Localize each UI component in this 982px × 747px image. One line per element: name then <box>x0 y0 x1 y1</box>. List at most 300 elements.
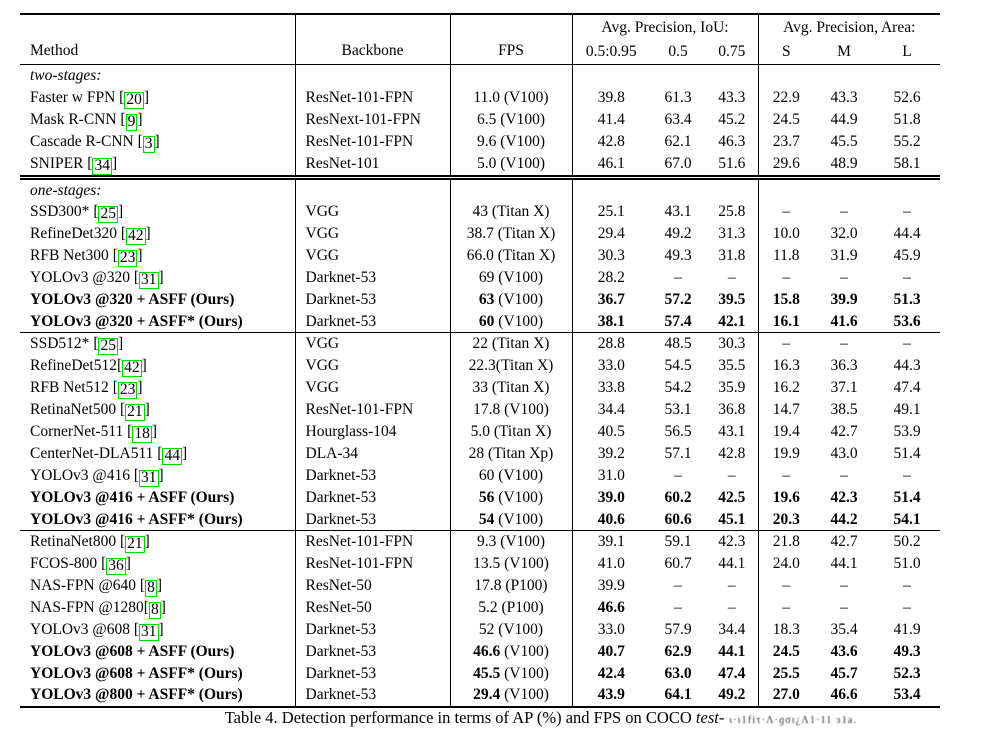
method-cell <box>20 65 295 87</box>
citation-link: 21 <box>127 403 143 420</box>
table-row <box>20 109 940 131</box>
ap-value-cell: 41.6 <box>830 312 858 330</box>
backbone-cell: VGG <box>295 201 450 223</box>
backbone-cell: Darknet-53 <box>295 487 450 509</box>
ap-value-cell: 62.9 <box>664 643 692 660</box>
ap-value-cell: 59.1 <box>650 531 706 554</box>
ap-value-cell <box>814 177 874 201</box>
ap-value-cell: 20.3 <box>772 510 800 528</box>
ap-value-cell: 40.7 <box>597 643 625 660</box>
fps-cell: 60 (V100) <box>450 311 572 333</box>
fps-cell: 17.8 (V100) <box>450 399 572 421</box>
ap-value-cell: 41.0 <box>597 555 625 573</box>
table-row <box>20 267 940 289</box>
ap-value-cell: – <box>903 467 911 485</box>
ap-value-cell: – <box>840 269 848 287</box>
ap-value-cell: 43.3 <box>830 88 858 106</box>
table-body <box>20 65 940 707</box>
fps-cell <box>450 177 572 201</box>
ap-value-cell: 46.1 <box>597 154 625 172</box>
ap-value-cell: 64.1 <box>650 684 706 707</box>
citation-link: 20 <box>126 90 142 108</box>
backbone-cell: ResNet-101-FPN <box>295 131 450 153</box>
method-cell: RetinaNet500 [ 21 ] <box>20 399 295 421</box>
ap-value-cell: – <box>903 599 911 617</box>
section-label: two-stages: <box>30 67 102 84</box>
fps-cell: 43 (Titan X) <box>450 201 572 223</box>
col-header-area-m: M <box>837 43 851 60</box>
ap-value-cell: – <box>782 577 791 595</box>
ap-value-cell: 34.4 <box>706 619 758 641</box>
ap-value-cell: 45.9 <box>893 247 921 265</box>
ap-value-cell: 29.4 <box>597 225 625 243</box>
ap-value-cell: 35.5 <box>706 355 758 377</box>
ap-value-cell: – <box>674 599 682 617</box>
ap-value-cell: 45.2 <box>706 109 758 131</box>
ap-value-cell: – <box>674 269 682 287</box>
table-row <box>20 421 940 443</box>
ap-value-cell: – <box>874 333 940 356</box>
ap-value-cell: 28.2 <box>597 269 625 287</box>
ap-value-cell: 49.2 <box>706 684 758 707</box>
ap-value-cell: 44.1 <box>830 555 858 573</box>
ap-value-cell: 36.3 <box>830 357 858 375</box>
ap-value-cell: – <box>758 333 814 356</box>
table-row <box>20 487 940 509</box>
backbone-cell: VGG <box>295 355 450 377</box>
ap-value-cell: – <box>706 575 758 597</box>
ap-value-cell: 43.9 <box>572 684 650 707</box>
ap-value-cell: 19.4 <box>772 423 800 441</box>
ap-value-cell <box>572 177 650 201</box>
fps-cell: 60 (V100) <box>450 465 572 487</box>
ap-value-cell <box>650 65 706 87</box>
table-row <box>20 333 940 356</box>
col-group-avg-precision-iou: Avg. Precision, IoU: <box>572 14 758 41</box>
ap-value-cell <box>758 65 814 87</box>
section-label: one-stages: <box>30 181 102 199</box>
col-header-method: Method <box>20 14 295 65</box>
ap-value-cell: 25.5 <box>772 664 800 682</box>
ap-value-cell: 57.1 <box>664 445 692 463</box>
backbone-cell: Darknet-53 <box>295 619 450 641</box>
backbone-cell: ResNext-101-FPN <box>295 109 450 131</box>
ap-value-cell: 44.2 <box>830 510 858 528</box>
ap-value-cell: 51.4 <box>893 489 921 506</box>
col-header-area-l: L <box>902 43 912 60</box>
fps-cell: 45.5 (V100) <box>450 663 572 685</box>
ap-value-cell: 15.8 <box>772 291 800 308</box>
ap-value-cell: 19.6 <box>772 489 800 506</box>
table-row <box>20 663 940 685</box>
ap-value-cell: – <box>706 267 758 289</box>
ap-value-cell: 47.4 <box>893 379 921 397</box>
table-row <box>20 553 940 575</box>
ap-value-cell: 42.7 <box>830 423 858 441</box>
ap-value-cell: 53.6 <box>893 312 921 330</box>
method-cell: Mask R-CNN [ 9 ] <box>20 109 295 131</box>
method-cell: RetinaNet800 [ 21 ] <box>20 531 295 554</box>
backbone-cell: Darknet-53 <box>295 289 450 311</box>
method-cell: YOLOv3 @416 + ASFF (Ours) <box>20 487 295 509</box>
ap-value-cell <box>758 177 814 201</box>
ap-value-cell: 52.3 <box>893 664 921 682</box>
ap-value-cell: 42.3 <box>830 489 858 506</box>
method-cell: FCOS-800 [ 36 ] <box>20 553 295 575</box>
fps-cell: 52 (V100) <box>450 619 572 641</box>
section-label-row <box>20 177 940 201</box>
ap-value-cell: 46.6 <box>814 684 874 707</box>
ap-value-cell: 49.1 <box>893 401 921 419</box>
ap-value-cell: 53.1 <box>664 401 692 419</box>
citation-link: 23 <box>119 249 136 266</box>
table-row <box>20 245 940 267</box>
ap-value-cell: 48.9 <box>830 154 858 172</box>
citation-link: 25 <box>100 205 116 222</box>
citation-link: 42 <box>124 359 140 376</box>
ap-value-cell: 25.1 <box>597 203 625 221</box>
ap-value-cell: 27.0 <box>758 684 814 707</box>
ap-value-cell: 57.2 <box>664 291 692 308</box>
ap-value-cell: 60.6 <box>664 510 692 528</box>
ap-value-cell: 39.9 <box>597 577 625 595</box>
ap-value-cell: 11.8 <box>772 247 800 265</box>
ap-value-cell: 24.0 <box>772 555 800 573</box>
ap-value-cell: 53.4 <box>874 684 940 707</box>
fps-cell: 17.8 (P100) <box>450 575 572 597</box>
ap-value-cell: 32.0 <box>830 225 858 243</box>
col-header-fps: FPS <box>450 14 572 65</box>
table-row <box>20 641 940 663</box>
ap-value-cell: 25.8 <box>706 201 758 223</box>
ap-value-cell: 54.1 <box>893 510 921 528</box>
method-cell: RFB Net300 [ 23 ] <box>20 245 295 267</box>
ap-value-cell: 39.9 <box>830 291 858 308</box>
ap-value-cell: 46.6 <box>597 599 625 617</box>
backbone-cell: Darknet-53 <box>295 311 450 333</box>
ap-value-cell: 55.2 <box>893 132 921 150</box>
backbone-cell: ResNet-101-FPN <box>295 399 450 421</box>
ap-value-cell: 22.9 <box>772 88 800 106</box>
method-cell: SNIPER [ 34 ] <box>20 153 295 178</box>
citation-link: 3 <box>144 134 153 152</box>
col-header-area-s: S <box>781 43 791 60</box>
ap-value-cell: 38.1 <box>597 312 625 330</box>
ap-value-cell: 38.5 <box>830 401 858 419</box>
fps-cell: 54 (V100) <box>450 509 572 531</box>
ap-value-cell: 30.3 <box>706 333 758 356</box>
ap-value-cell: – <box>782 467 791 485</box>
ap-value-cell: 45.7 <box>830 664 858 682</box>
citation-link: 8 <box>150 601 159 618</box>
backbone-cell: VGG <box>295 333 450 356</box>
ap-value-cell: 16.1 <box>772 312 800 330</box>
ap-value-cell: 41.9 <box>893 621 921 639</box>
ap-value-cell: 42.7 <box>814 531 874 554</box>
fps-cell: 6.5 (V100) <box>450 109 572 131</box>
ap-value-cell: 41.4 <box>597 110 625 128</box>
ap-value-cell: 45.5 <box>830 132 858 150</box>
ap-value-cell <box>874 177 940 201</box>
method-cell: NAS-FPN @640 [ 8 ] <box>20 575 295 597</box>
fps-cell: 38.7 (Titan X) <box>450 223 572 245</box>
col-header-iou-0595: 0.5:0.95 <box>585 43 637 60</box>
ap-value-cell: – <box>903 203 911 221</box>
ap-value-cell: – <box>840 599 848 617</box>
fps-cell: 9.3 (V100) <box>450 531 572 554</box>
fps-cell: 11.0 (V100) <box>450 87 572 109</box>
fps-cell: 22 (Titan X) <box>450 333 572 356</box>
fps-cell: 22.3(Titan X) <box>450 355 572 377</box>
citation-link: 9 <box>127 112 136 130</box>
backbone-cell: ResNet-50 <box>295 575 450 597</box>
table-row <box>20 684 940 707</box>
ap-value-cell: 48.5 <box>650 333 706 356</box>
ap-value-cell: 31.3 <box>706 223 758 245</box>
ap-value-cell: – <box>903 269 911 287</box>
ap-value-cell: 51.3 <box>893 291 921 308</box>
method-cell: Faster w FPN [ 20 ] <box>20 87 295 109</box>
table-row <box>20 377 940 399</box>
backbone-cell: VGG <box>295 377 450 399</box>
ap-value-cell <box>874 65 940 87</box>
citation-link: 31 <box>141 623 157 640</box>
ap-value-cell: 36.7 <box>597 291 625 308</box>
ap-value-cell: 63.4 <box>664 110 692 128</box>
ap-value-cell: 16.2 <box>772 379 800 397</box>
caption-garbled-text: ι·ι1fiτ·Λ·ɡσι¿Λ1·11 ɜ1a. <box>729 715 858 726</box>
ap-value-cell: 39.5 <box>706 289 758 311</box>
method-cell: YOLOv3 @320 [ 31 ] <box>20 267 295 289</box>
method-cell: CornerNet-511 [ 18 ] <box>20 421 295 443</box>
backbone-cell: DLA-34 <box>295 443 450 465</box>
col-header-iou-05: 0.5 <box>668 43 688 60</box>
table-row <box>20 509 940 531</box>
ap-value-cell: 43.1 <box>706 421 758 443</box>
ap-value-cell <box>814 65 874 87</box>
ap-value-cell: 42.1 <box>706 311 758 333</box>
table-row <box>20 153 940 178</box>
ap-value-cell: – <box>782 203 791 221</box>
ap-value-cell: 34.4 <box>597 401 625 419</box>
ap-value-cell: 49.3 <box>664 247 692 265</box>
fps-cell: 13.5 (V100) <box>450 553 572 575</box>
ap-value-cell: 44.3 <box>893 357 921 375</box>
ap-value-cell: 52.6 <box>893 88 921 106</box>
citation-link: 34 <box>94 156 110 174</box>
ap-value-cell: 40.5 <box>597 423 625 441</box>
citation-link: 25 <box>100 337 116 354</box>
method-cell: YOLOv3 @416 + ASFF* (Ours) <box>20 509 295 531</box>
backbone-cell: Hourglass-104 <box>295 421 450 443</box>
backbone-cell: VGG <box>295 245 450 267</box>
method-cell <box>20 177 295 201</box>
ap-value-cell: 43.3 <box>706 87 758 109</box>
method-cell: SSD300* [ 25 ] <box>20 201 295 223</box>
ap-value-cell: – <box>706 465 758 487</box>
method-cell: YOLOv3 @800 + ASFF* (Ours) <box>20 684 295 707</box>
backbone-cell <box>295 177 450 201</box>
ap-value-cell: 51.8 <box>893 110 921 128</box>
citation-link: 42 <box>128 227 144 244</box>
ap-value-cell <box>706 177 758 201</box>
method-cell: YOLOv3 @608 + ASFF* (Ours) <box>20 663 295 685</box>
ap-value-cell: 21.8 <box>758 531 814 554</box>
fps-cell: 63 (V100) <box>450 289 572 311</box>
backbone-cell: Darknet-53 <box>295 663 450 685</box>
ap-value-cell: 44.4 <box>893 225 921 243</box>
ap-value-cell: 23.7 <box>772 132 800 150</box>
ap-value-cell: 18.3 <box>772 621 800 639</box>
ap-value-cell: 54.2 <box>664 379 692 397</box>
ap-value-cell: 37.1 <box>830 379 858 397</box>
ap-value-cell: 44.1 <box>706 641 758 663</box>
ap-value-cell: 51.0 <box>893 555 921 573</box>
ap-value-cell: 60.7 <box>664 555 692 573</box>
fps-cell: 69 (V100) <box>450 267 572 289</box>
table-row <box>20 619 940 641</box>
ap-value-cell: – <box>840 577 848 595</box>
fps-cell: 9.6 (V100) <box>450 131 572 153</box>
ap-value-cell: 61.3 <box>664 88 692 106</box>
backbone-cell: ResNet-101-FPN <box>295 553 450 575</box>
table-row <box>20 575 940 597</box>
table-row <box>20 399 940 421</box>
ap-value-cell: 43.1 <box>664 203 692 221</box>
ap-value-cell: – <box>674 467 682 485</box>
ap-value-cell: 33.0 <box>597 357 625 375</box>
ap-value-cell: 35.9 <box>706 377 758 399</box>
method-cell: Cascade R-CNN [ 3 ] <box>20 131 295 153</box>
ap-value-cell: 19.9 <box>772 445 800 463</box>
fps-cell: 5.2 (P100) <box>450 597 572 619</box>
ap-value-cell: 33.8 <box>597 379 625 397</box>
ap-value-cell: – <box>674 577 682 595</box>
ap-value-cell: 54.5 <box>664 357 692 375</box>
backbone-cell: Darknet-53 <box>295 641 450 663</box>
ap-value-cell: 14.7 <box>772 401 800 419</box>
backbone-cell: ResNet-101-FPN <box>295 531 450 554</box>
caption-italic-testdev: test- <box>695 708 725 727</box>
ap-value-cell: 42.8 <box>706 443 758 465</box>
table-row <box>20 131 940 153</box>
method-cell: YOLOv3 @320 + ASFF (Ours) <box>20 289 295 311</box>
table-row <box>20 289 940 311</box>
citation-link: 18 <box>134 425 150 442</box>
table-row <box>20 465 940 487</box>
ap-value-cell: 39.8 <box>597 88 625 106</box>
ap-value-cell: 35.4 <box>830 621 858 639</box>
fps-cell: 5.0 (Titan X) <box>450 421 572 443</box>
ap-value-cell: 31.0 <box>597 467 625 485</box>
ap-value-cell: 42.4 <box>597 664 625 682</box>
citation-link: 8 <box>147 579 155 596</box>
ap-value-cell: – <box>782 269 791 287</box>
backbone-cell: Darknet-53 <box>295 684 450 707</box>
header-row-groups <box>20 14 940 41</box>
ap-value-cell: 43.6 <box>830 643 858 660</box>
citation-link: 23 <box>119 381 136 398</box>
ap-value-cell: 51.4 <box>893 445 921 463</box>
method-cell: SSD512* [ 25 ] <box>20 333 295 356</box>
ap-value-cell: 62.1 <box>664 132 692 150</box>
ap-value-cell: 44.1 <box>706 553 758 575</box>
citation-link: 31 <box>141 469 157 486</box>
ap-value-cell <box>706 65 758 87</box>
ap-value-cell: 57.4 <box>664 312 692 330</box>
fps-cell: 33 (Titan X) <box>450 377 572 399</box>
ap-value-cell: 44.9 <box>830 110 858 128</box>
ap-value-cell: – <box>840 467 848 485</box>
ap-value-cell: 56.5 <box>664 423 692 441</box>
section-label-row <box>20 65 940 87</box>
citation-link: 21 <box>127 535 143 552</box>
backbone-cell: ResNet-101 <box>295 153 450 178</box>
ap-value-cell: 58.1 <box>893 154 921 172</box>
ap-value-cell: 45.1 <box>706 509 758 531</box>
backbone-cell: ResNet-101-FPN <box>295 87 450 109</box>
table-row <box>20 87 940 109</box>
table-row <box>20 531 940 554</box>
method-cell: YOLOv3 @608 + ASFF (Ours) <box>20 641 295 663</box>
ap-value-cell: – <box>814 333 874 356</box>
ap-value-cell <box>650 177 706 201</box>
ap-value-cell: 31.8 <box>706 245 758 267</box>
backbone-cell: Darknet-53 <box>295 267 450 289</box>
ap-value-cell: 47.4 <box>706 663 758 685</box>
results-table <box>20 13 940 708</box>
ap-value-cell: 42.3 <box>706 531 758 554</box>
backbone-cell: Darknet-53 <box>295 465 450 487</box>
table-row <box>20 597 940 619</box>
ap-value-cell <box>572 65 650 87</box>
citation-link: 44 <box>164 447 180 464</box>
fps-cell: 56 (V100) <box>450 487 572 509</box>
fps-cell: 28 (Titan Xp) <box>450 443 572 465</box>
method-cell: RefineDet512[ 42 ] <box>20 355 295 377</box>
ap-value-cell: 42.8 <box>597 132 625 150</box>
backbone-cell: Darknet-53 <box>295 509 450 531</box>
ap-value-cell: 39.0 <box>597 489 625 506</box>
ap-value-cell: 24.5 <box>772 110 800 128</box>
ap-value-cell: 28.8 <box>572 333 650 356</box>
ap-value-cell: 40.6 <box>597 510 625 528</box>
ap-value-cell: 57.9 <box>664 621 692 639</box>
citation-link: 36 <box>108 557 124 574</box>
ap-value-cell: 46.3 <box>706 131 758 153</box>
method-cell: NAS-FPN @1280[ 8 ] <box>20 597 295 619</box>
fps-cell <box>450 65 572 87</box>
table-row <box>20 355 940 377</box>
fps-cell: 29.4 (V100) <box>450 684 572 707</box>
ap-value-cell: 30.3 <box>597 247 625 265</box>
citation-link: 31 <box>141 271 157 288</box>
method-cell: YOLOv3 @320 + ASFF* (Ours) <box>20 311 295 333</box>
method-cell: CenterNet-DLA511 [ 44 ] <box>20 443 295 465</box>
ap-value-cell: – <box>706 597 758 619</box>
method-cell: RFB Net512 [ 23 ] <box>20 377 295 399</box>
table-row <box>20 311 940 333</box>
table-row <box>20 223 940 245</box>
table-row <box>20 443 940 465</box>
table-caption <box>0 707 982 732</box>
caption-text: Table 4. Detection performance in terms of AP (%) and FPS on COCO <box>224 708 696 727</box>
ap-value-cell: 49.3 <box>893 643 921 660</box>
ap-value-cell: 39.2 <box>597 445 625 463</box>
ap-value-cell: 51.6 <box>706 153 758 178</box>
ap-value-cell: 53.9 <box>893 423 921 441</box>
col-group-avg-precision-area: Avg. Precision, Area: <box>758 14 940 41</box>
